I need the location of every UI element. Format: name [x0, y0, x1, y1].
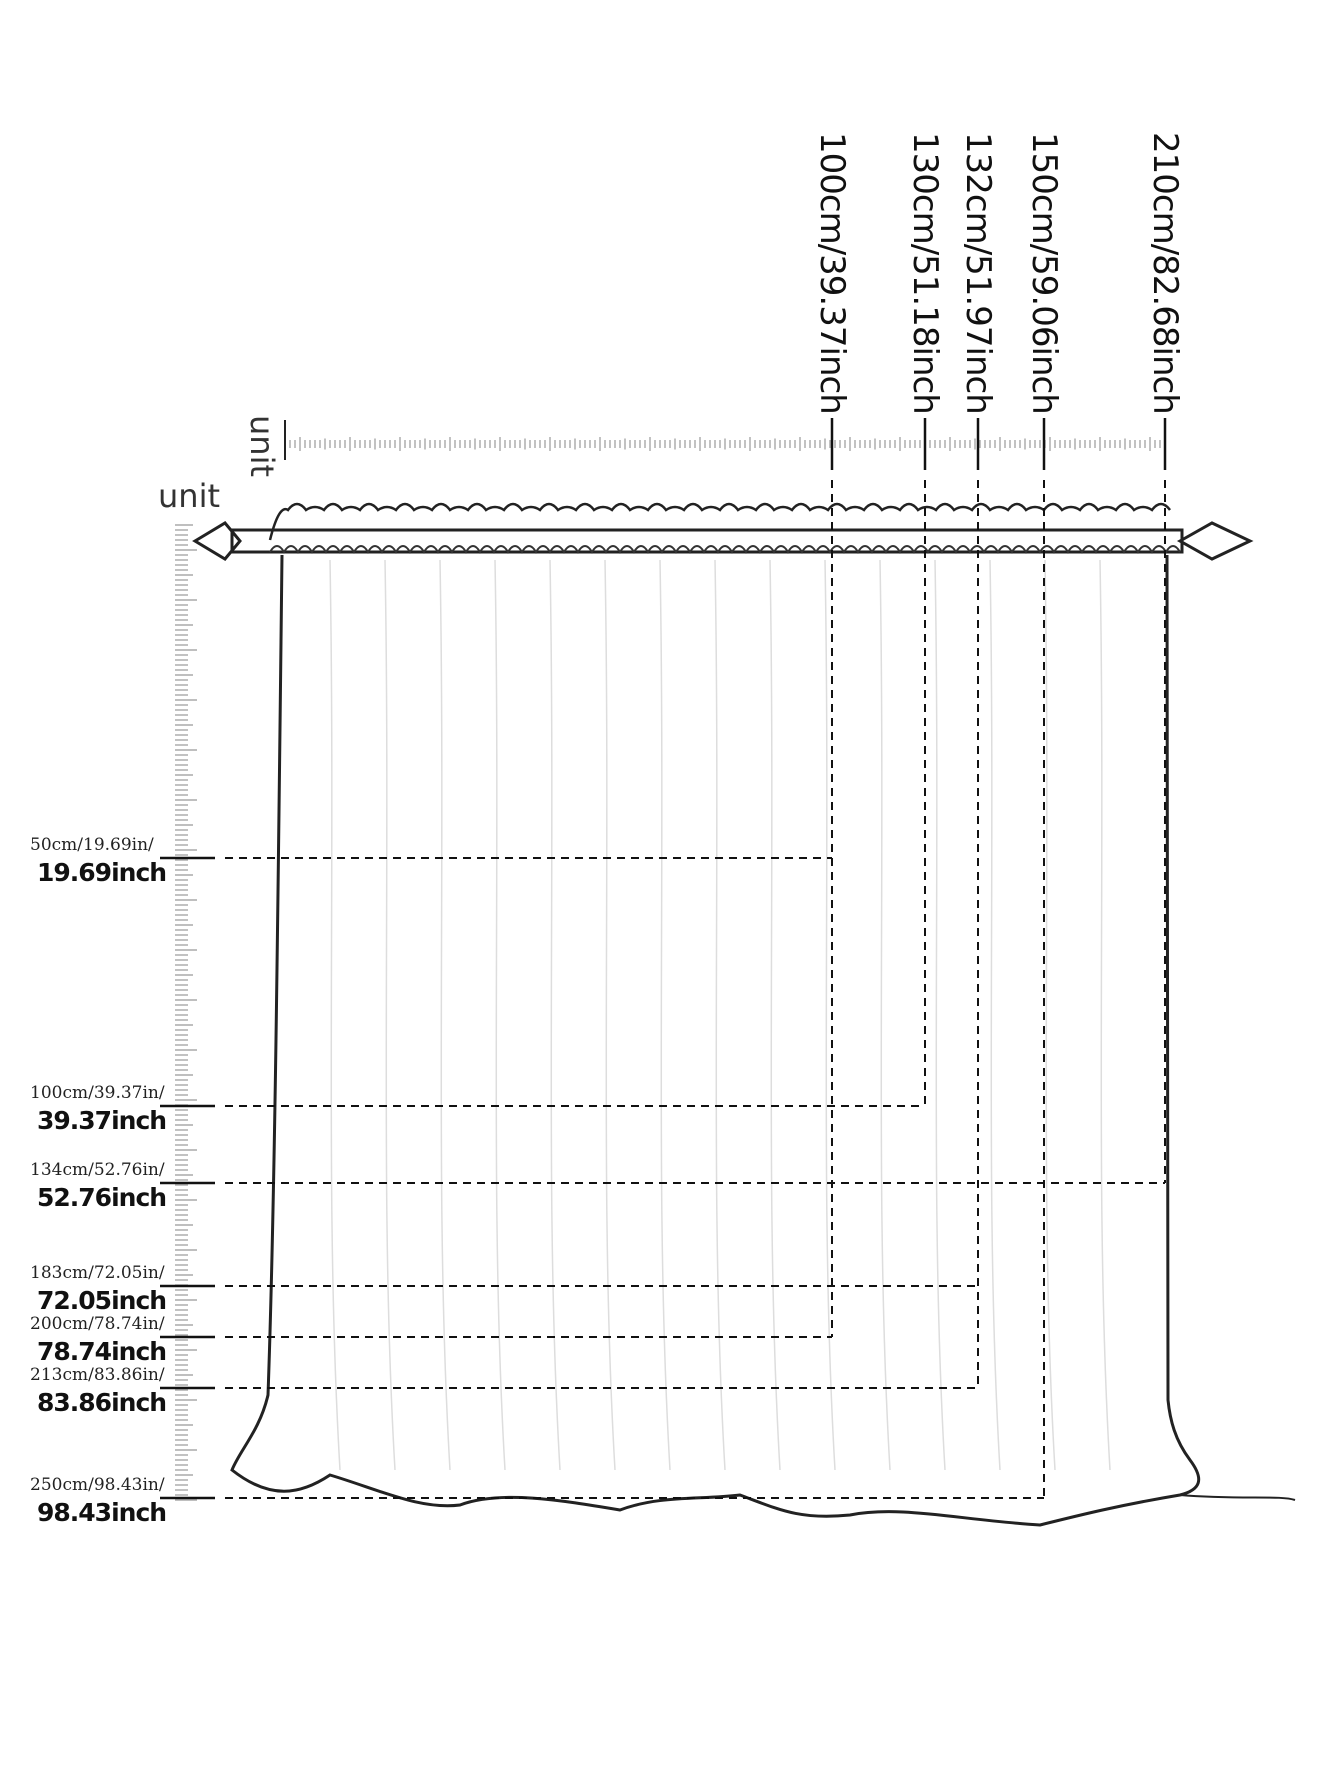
curtain-fold: [605, 560, 615, 1470]
width-label: 150cm/59.06inch: [1024, 132, 1064, 414]
length-label-inch: 83.86inch: [37, 1388, 167, 1417]
length-label-small: 100cm/39.37in/: [30, 1083, 165, 1103]
curtain-fold: [715, 560, 725, 1470]
curtain-fold: [385, 560, 395, 1470]
left-unit-label: unit: [158, 477, 220, 515]
curtain-ruffle-top: [270, 504, 1170, 540]
rod-finial-right: [1180, 523, 1250, 559]
top-unit-label: unit: [243, 415, 281, 477]
floor-line: [1180, 1495, 1295, 1500]
length-label-inch: 98.43inch: [37, 1498, 167, 1527]
length-label-inch: 19.69inch: [37, 858, 167, 887]
length-label-inch: 52.76inch: [37, 1183, 167, 1212]
width-label: 132cm/51.97inch: [958, 132, 998, 414]
length-label-small: 50cm/19.69in/: [30, 835, 154, 855]
width-label: 100cm/39.37inch: [812, 132, 852, 414]
curtain-fold: [770, 560, 780, 1470]
length-label-small: 250cm/98.43in/: [30, 1475, 165, 1495]
curtain-fold: [935, 560, 945, 1470]
curtain-fold: [495, 560, 505, 1470]
width-label: 210cm/82.68inch: [1145, 132, 1185, 414]
length-label-inch: 78.74inch: [37, 1337, 167, 1366]
curtain-fold: [825, 560, 835, 1470]
curtain-fold: [330, 560, 340, 1470]
length-label-small: 134cm/52.76in/: [30, 1160, 165, 1180]
length-label-small: 200cm/78.74in/: [30, 1314, 165, 1334]
length-label-inch: 72.05inch: [37, 1286, 167, 1315]
curtain-outline: [232, 555, 1199, 1525]
curtain-fold: [660, 560, 670, 1470]
length-label-small: 213cm/83.86in/: [30, 1365, 165, 1385]
width-label: 130cm/51.18inch: [905, 132, 945, 414]
curtain-fold: [1100, 560, 1110, 1470]
curtain-fold: [440, 560, 450, 1470]
curtain-fold: [550, 560, 560, 1470]
curtain-fold: [880, 560, 890, 1470]
curtain-fold: [1045, 560, 1055, 1470]
curtain-fold: [990, 560, 1000, 1470]
length-label-inch: 39.37inch: [37, 1106, 167, 1135]
length-label-small: 183cm/72.05in/: [30, 1263, 165, 1283]
